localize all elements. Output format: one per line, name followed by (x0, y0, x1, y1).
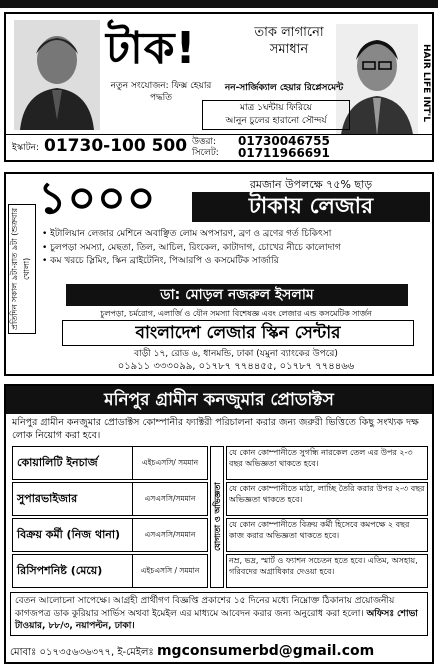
laser-doctor-name: ডা: মোড়ল নজরুল ইসলাম (66, 284, 408, 306)
branch-labels (192, 137, 219, 159)
laser-price: ১০০০ (38, 173, 157, 224)
hair-brand: HAIR LIFE INT'L (421, 44, 431, 122)
branch-numbers (238, 135, 330, 159)
laser-ad (4, 172, 434, 376)
laser-center-name: বাংলাদেশ লেজার স্কিন সেন্টার (62, 320, 414, 346)
hair-ad (4, 12, 434, 162)
jobs-footer (10, 592, 428, 636)
branch2-label: সিলেট: (192, 148, 219, 158)
job-title: কোয়ালিটি ইনচার্জ (13, 447, 133, 479)
laser-taka-banner: টাকায় লেজার (192, 192, 430, 222)
job-title: রিসিপশনিষ্ট (মেয়ে) (13, 555, 133, 587)
job-row (12, 554, 208, 588)
hair-headline: টাক! (106, 23, 197, 74)
jobs-title: মনিপুর গ্রামীন কনজুমার প্রোডাক্টস (6, 386, 432, 414)
hotline-number: 01730-100 500 (44, 136, 188, 156)
jobs-email[interactable]: mgconsumerbd@gmail.com (156, 643, 375, 659)
job-row (12, 518, 208, 552)
requirement-item: যে কোন কোম্পানীতে মাঠা, লাচ্ছি তৈরি করার উপর ২-৩ বছর অভিজ্ঞতা থাকতে হবে। (226, 482, 428, 516)
hair-nonsurgical: নন-সার্জিক্যাল হেয়ার রিপ্লেসমেন্ট (224, 83, 344, 93)
laser-doctor-specialty: চুলপড়া, চর্মরোগ, এলার্জি ও যৌন সমস্যা বিশেষজ্ঞ এবং লেজার এন্ড কসমেটিক সার্জন (100, 309, 372, 318)
office-address: শোভা টাওয়ার, ৮৮/৩, নয়াপল্টন, ঢাকা। (15, 608, 418, 631)
branch1-number: 01730046755 (238, 134, 330, 148)
hair-method: নতুন সংযোজন: ফিক্স হেয়ার পদ্ধতি (110, 81, 212, 103)
job-row (12, 482, 208, 516)
jobs-mobile: মোবাঃ ০১৭৩৫৬৩৬৩৭৭, (10, 647, 115, 658)
laser-phones: ০১৯১১ ৩৩৩০৯৯, ০১৭৮৭ ৭৭৪৪৫৫, ০১৭৮৭ ৭৭৪৪৬৬ (117, 361, 355, 372)
laser-ramadan-offer: রমজান উপলক্ষে ৭৫% ছাড় (249, 178, 373, 191)
job-list (12, 446, 208, 590)
branch1-label: উত্তরা: (192, 137, 217, 147)
job-title: সুপারভাইজার (13, 483, 133, 515)
doctor-portrait-left (14, 20, 100, 130)
jobs-contact (10, 644, 428, 660)
branch2-number: 01711966691 (238, 146, 330, 160)
hotline-label: ইস্কাটন: (12, 143, 40, 153)
job-row (12, 446, 208, 480)
laser-service-item: • কম খরচে স্লিমিং, স্কিন ব্রাইটেনিং, পিআরপি ও কসমেটিক সার্জারি (42, 256, 279, 266)
hair-offer-line2: আনুন চুলের হারানো সৌন্দর্য (225, 116, 327, 126)
hair-contact-bar (6, 134, 432, 160)
job-qualification: এসএসসি/সমমান (144, 494, 196, 503)
requirement-item: নম্র, ভদ্র, স্মার্ট ও ফ্যাশন সচেতন হতে হবে। এতিম, অসহায়, গরিবদের অগ্রাধিকার দেওয়া হবে। (226, 554, 428, 588)
office-label: অফিসঃ (366, 608, 395, 619)
laser-hours-side (8, 204, 36, 334)
jobs-ad (4, 384, 434, 664)
jobs-intro: মনিপুর গ্রামীন কনজুমার প্রোডাক্টস কোম্পানীর ফ্যাক্টরী পরিচালনা করার জন্য জরুরী ভিত্তিতে কিছু সংখ্যক দক্ষ লোক নিয়োগ করা হবে। (12, 417, 419, 441)
requirements-header-text: যোগ্যতা ও অভিজ্ঞতা (213, 482, 222, 552)
hair-tagline: তাক লাগানো সমাধান (254, 25, 324, 57)
top-strip-text: হেয়ার লাইফ ইন্টারন্যাশনাল · ০১৭৩০০৪৬৭৫৫ (8, 9, 141, 17)
job-qualification: এইচএসসি/ সমমান (141, 458, 199, 467)
requirements-header (210, 446, 224, 588)
hair-offer-box (202, 100, 350, 130)
laser-hours-text: প্রতিদিন সকাল ৯টা-রাত ৯টা (শুক্রবার খোলা) (10, 207, 31, 331)
top-strip (0, 0, 438, 17)
job-qualification: এইচএসসি / সমমান (140, 566, 200, 575)
requirement-item: যে কোন কোম্পানীতে বিক্রয় কর্মী হিসেবে কমপক্ষে ২ বছর কাজ করার অভিজ্ঞতা থাকতে হবে। (226, 518, 428, 552)
hair-offer-line1: মাত্র ১ঘন্টায় ফিরিয়ে (240, 103, 312, 113)
jobs-email-label: ই-মেইলঃ (117, 647, 154, 658)
job-title: বিক্রয় কর্মী (নিজ থানা) (13, 519, 133, 551)
laser-service-item: • ইটালিয়ান লেজার মেশিনে অবাঞ্ছিত লোম অপসারণ, ব্রণ ও ব্রণের গর্ত চিকিৎসা (42, 229, 332, 239)
laser-service-item: • চুলপড়া সমস্যা, মেছতা, তিল, আচিল, রিংকেল, কাটাদাগ, চোখের নীচে কালোদাগ (42, 242, 341, 253)
requirement-item: যে কোন কোম্পানীতে সুগন্ধি নারকেল তেল এর উপর ২-৩ বছর অভিজ্ঞতা থাকতে হবে। (226, 446, 428, 480)
job-qualification: এসএসসি/সমমান (144, 530, 196, 539)
requirements-list (226, 446, 428, 590)
jobs-footer-text: বেতন আলোচনা সাপেক্ষে। আগ্রহী প্রার্থীগণ বিজ্ঞপ্তি প্রকাশের ১৫ দিনের মধ্যে নিম্নোক্ত ঠিকানায় প্রয়োজনীয় কাগজপত্র ডাক কুরিয়ার সার্ভিস অথবা ইমেইল এর মাধ্যমে আবেদন করার জন্য অনুরোধ করা হলো। (15, 596, 395, 619)
laser-address: বাড়ী ১৭, রোড ৬, ধানমন্ডি, ঢাকা (যমুনা ব্যাংকের উপরে) (134, 349, 338, 359)
laser-services (42, 228, 430, 269)
